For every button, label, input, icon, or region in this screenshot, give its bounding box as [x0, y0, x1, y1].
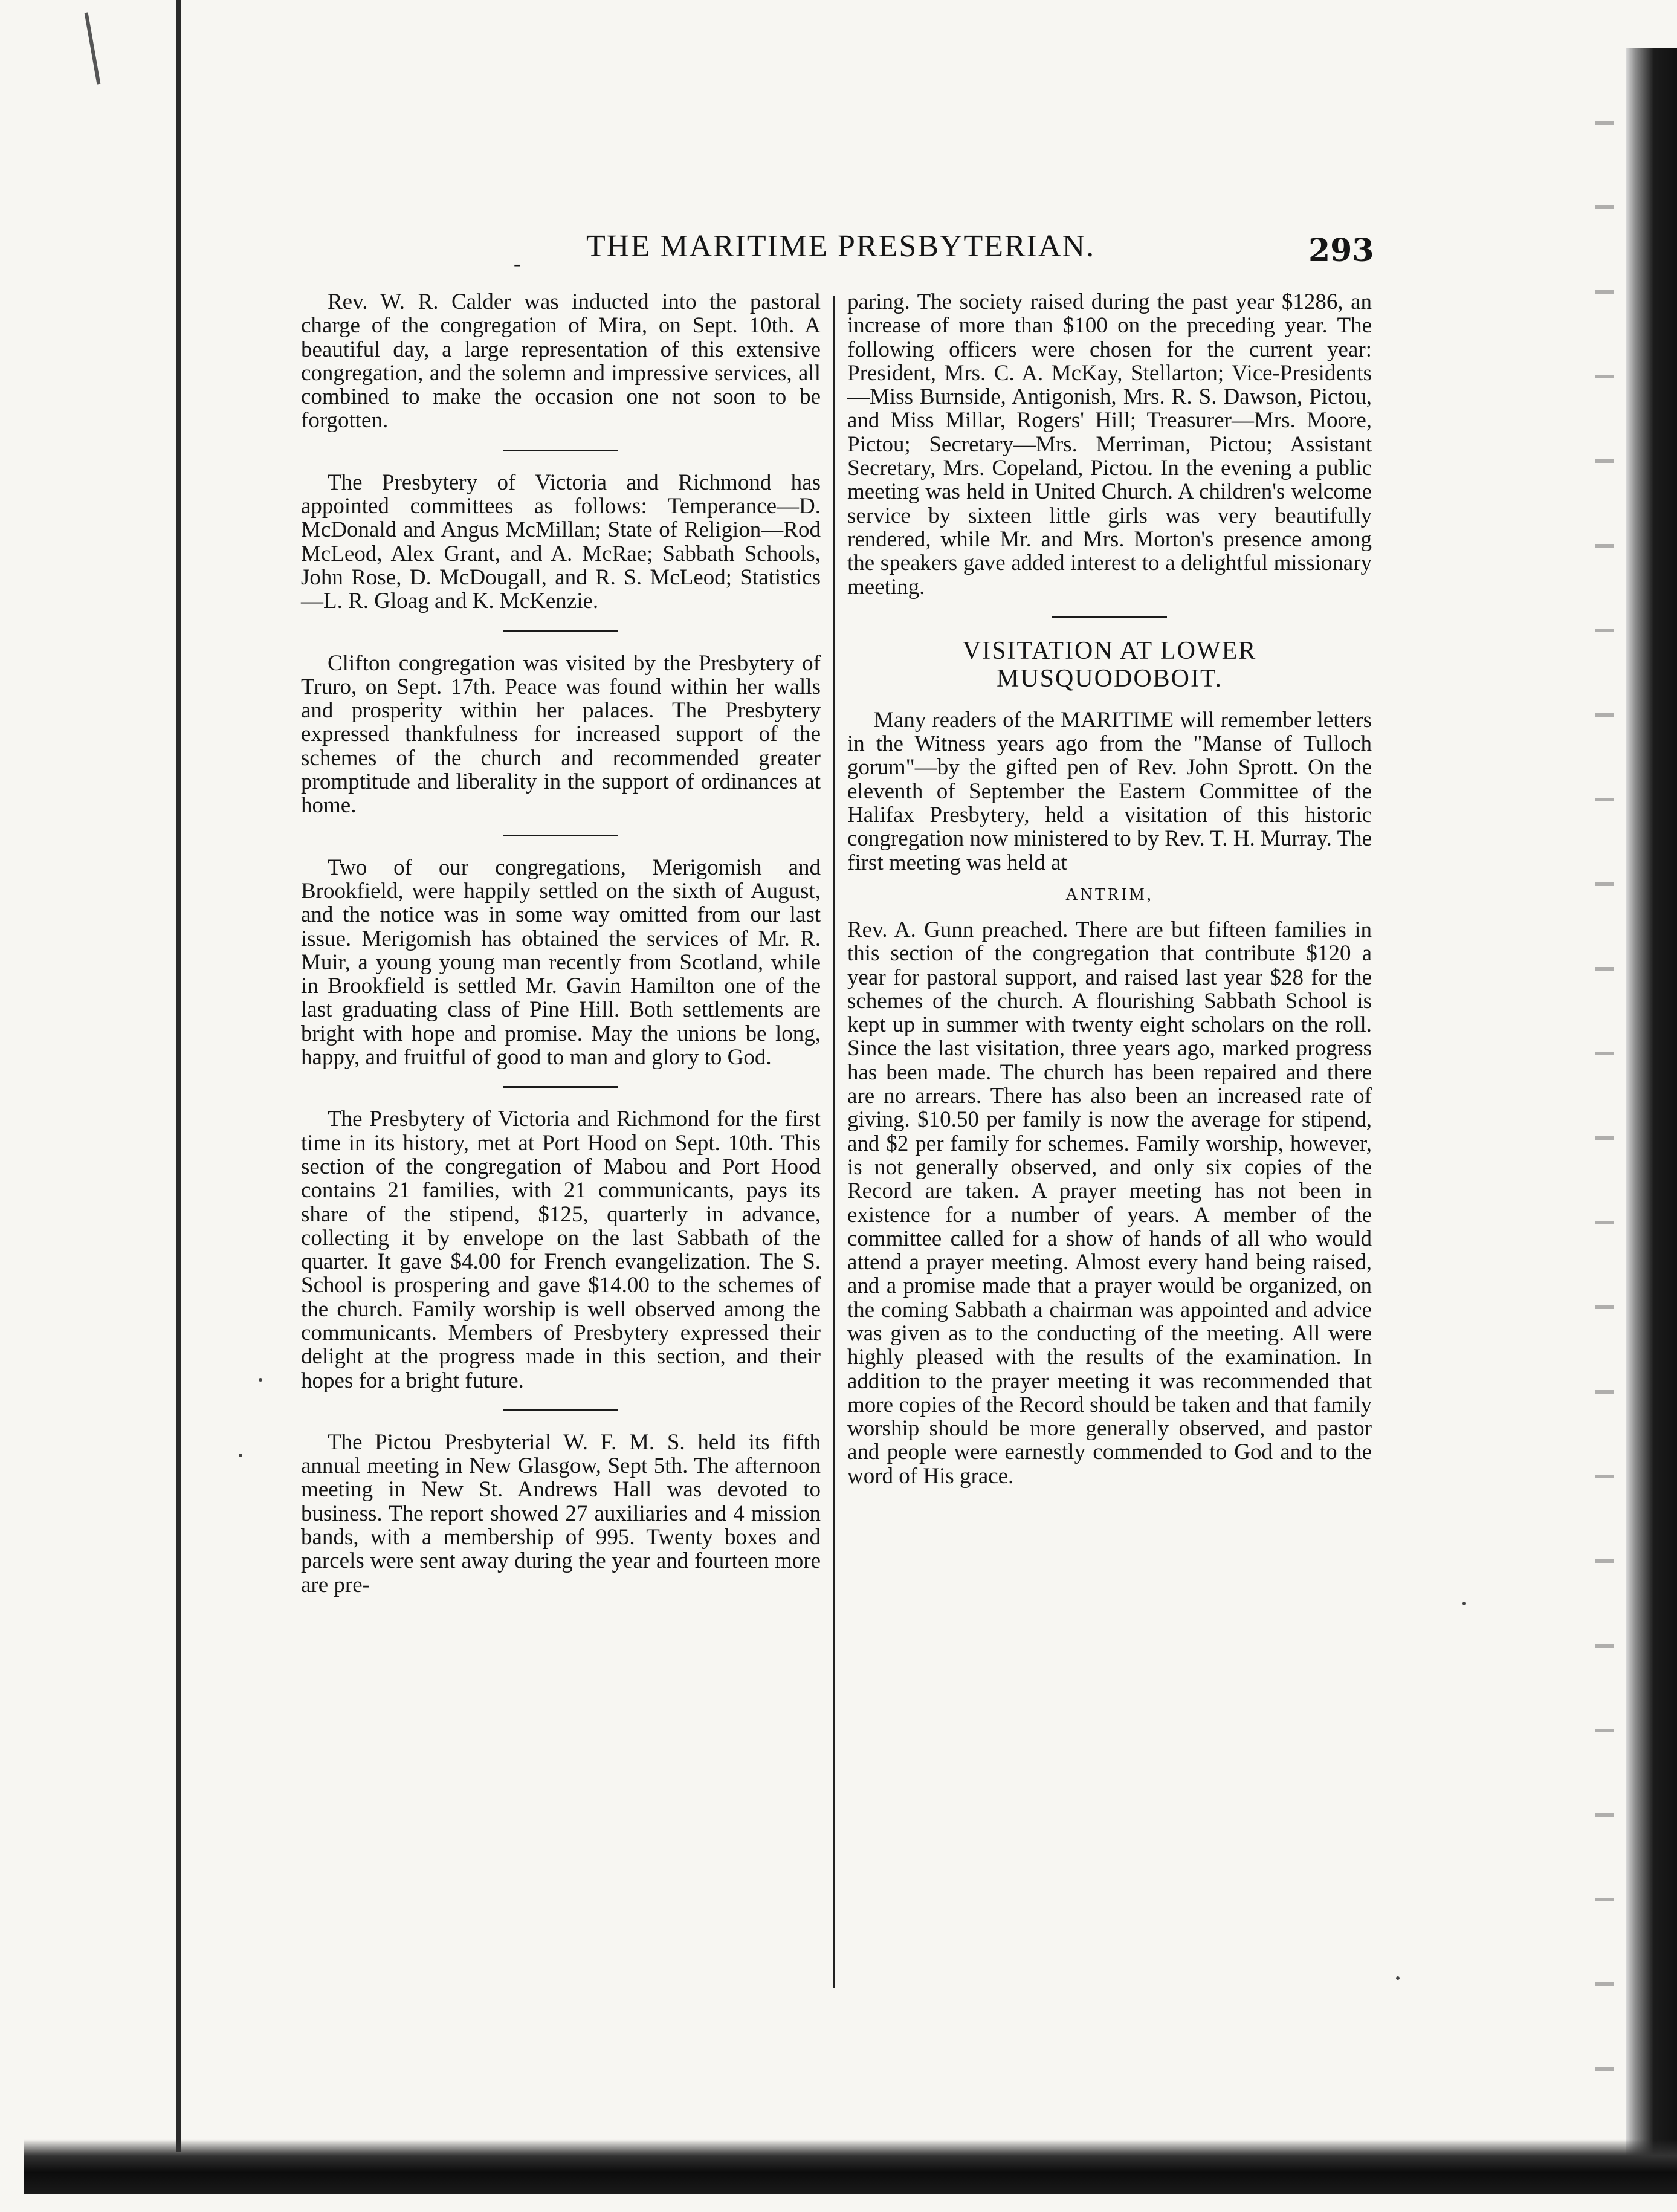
left-column [301, 290, 821, 1597]
scan-artifact-mark [85, 12, 101, 84]
publication-title: THE MARITIME PRESBYTERIAN. [586, 229, 1096, 264]
item-separator [1052, 616, 1167, 618]
news-item-settlements: Two of our congregations, Merigomish and Brookfield, were happily settled on the sixth of August, and the notice was in some way omitted from our last issue. Merigomish has obtained the services of Mr. R. Muir, a young young man recently from Scotland, while in Brookfield is settled Mr. Gavin Hamilton one of the last graduating class of Pine Hill. Both settlements are bright with hope and promise. May the unions be long, happy, and fruitful of good to man and glory to God. [301, 855, 821, 1070]
news-item-committees: The Presbytery of Victoria and Richmond has appointed committees as follows: Temperance—D. McDonald and Angus McMillan; State of Religion—Rod McLeod, Alex Grant, and A. McRae; Sabbath Schools, John Rose, D. McDougall, and R. S. McLeod; Statistics—L. R. Gloag and K. McKenzie. [301, 470, 821, 614]
scan-speck [1396, 1976, 1400, 1980]
running-header [199, 228, 1408, 275]
article-heading: VISITATION AT LOWER MUSQUODOBOIT. [962, 636, 1257, 693]
header-dash-mark: - [514, 253, 521, 275]
news-item-wfms-meeting: The Pictou Presbyterial W. F. M. S. held its fifth annual meeting in New Glasgow, Sept 5th. The afternoon meeting in New St. Andrews Hall was devoted to business. The report showed 27 auxiliaries and 4 mission bands, with a membership of 995. Twenty boxes and parcels were sent away during the year and fourteen more are pre- [301, 1429, 821, 1597]
article-subheading: ANTRIM, [1065, 885, 1154, 904]
right-column [847, 290, 1372, 1488]
news-item-clifton-visit: Clifton congregation was visited by the Presbytery of Truro, on Sept. 17th. Peace was found within her walls and prosperity within her palaces. The Presbytery expressed thankfulness for increased support of the schemes of the church and recommended greater promptitude and liberality in the support of ordinances at home. [301, 650, 821, 818]
article-antrim-report: Rev. A. Gunn preached. There are but fifteen families in this section of the congregation that contribute $120 a year for pastoral support, and raised last year $28 for the schemes of the church. A flourishing Sabbath School is kept up in summer with twenty eight scholars on the roll. Since the last visitation, three years ago, marked progress has been made. The church has been repaired and there are no arrears. There has also been an increased rate of giving. $10.50 per family is now the average for stipend, and $2 per family for schemes. Family worship, however, is not generally observed, and only six copies of the Record are taken. A prayer meeting has not been in existence for a number of years. A member of the committee called for a show of hands of all who would attend a prayer meeting. Almost every hand being raised, and a promise made that a prayer would be organized, on the coming Sabbath a chairman was appointed and advice was given as to the conducting of the meeting. All were highly pleased with the results of the examination. In addition to the prayer meeting it was recommended that more copies of the Record should be taken and that family worship should be more generally observed, and pastor and people were earnestly commended to God and to the word of His grace. [847, 917, 1372, 1489]
page-binding-edge-left [176, 0, 181, 2152]
column-divider [833, 296, 835, 1988]
item-separator [503, 835, 618, 836]
scan-speck [239, 1454, 242, 1457]
item-separator [503, 1409, 618, 1411]
scan-speck [259, 1378, 262, 1382]
scan-speck [1462, 1602, 1466, 1605]
item-separator [503, 1086, 618, 1088]
news-item-calder-induction: Rev. W. R. Calder was inducted into the pastoral charge of the congregation of Mira, on Sept. 10th. A beautiful day, a large representation of this extensive congregation, and the solemn and impressive services, all combined to make the occasion one not soon to be forgotten. [301, 289, 821, 433]
article-intro: Many readers of the MARITIME will remember letters in the Witness years ago from the "Manse of Tulloch gorum"—by the gifted pen of Rev. John Sprott. On the eleventh of September the Eastern Committee of the Halifax Presbytery, held a visitation of this historic congregation now ministered to by Rev. T. H. Murray. The first meeting was held at [847, 707, 1372, 875]
page-binding-edge-right [1626, 48, 1677, 2164]
page-edge-shadow [1595, 85, 1614, 2079]
page-number: 293 [1308, 232, 1374, 269]
news-item-wfms-continued: paring. The society raised during the past year $1286, an increase of more than $100 on the preceding year. The following officers were chosen for the current year: President, Mrs. C. A. McKay, Stellarton; Vice-Presidents—Miss Burnside, Antigonish, Mrs. R. S. Dawson, Pictou, and Miss Millar, Rogers' Hill; Treasurer—Mrs. Moore, Pictou; Secretary—Mrs. Merriman, Pictou; Assistant Secretary, Mrs. Copeland, Pictou. In the evening a public meeting was held in United Church. A children's welcome service by sixteen little girls was very beautifully rendered, while Mr. and Mrs. Morton's presence among the speakers gave added interest to a delightful missionary meeting. [847, 289, 1372, 600]
news-item-port-hood: The Presbytery of Victoria and Richmond for the first time in its history, met at Port Hood on Sept. 10th. This section of the congregation of Mabou and Port Hood contains 21 families, with 21 communicants, pays its share of the stipend, $125, quarterly in advance, collecting it by envelope on the last Sabbath of the quarter. It gave $4.00 for French evangelization. The S. School is prospering and gave $14.00 to the schemes of the church. Family worship is well observed among the communicants. Members of Presbytery expressed their delight at the progress made in this section, and their hopes for a bright future. [301, 1107, 821, 1393]
item-separator [503, 630, 618, 632]
page-binding-edge-bottom [24, 2139, 1677, 2194]
item-separator [503, 450, 618, 451]
